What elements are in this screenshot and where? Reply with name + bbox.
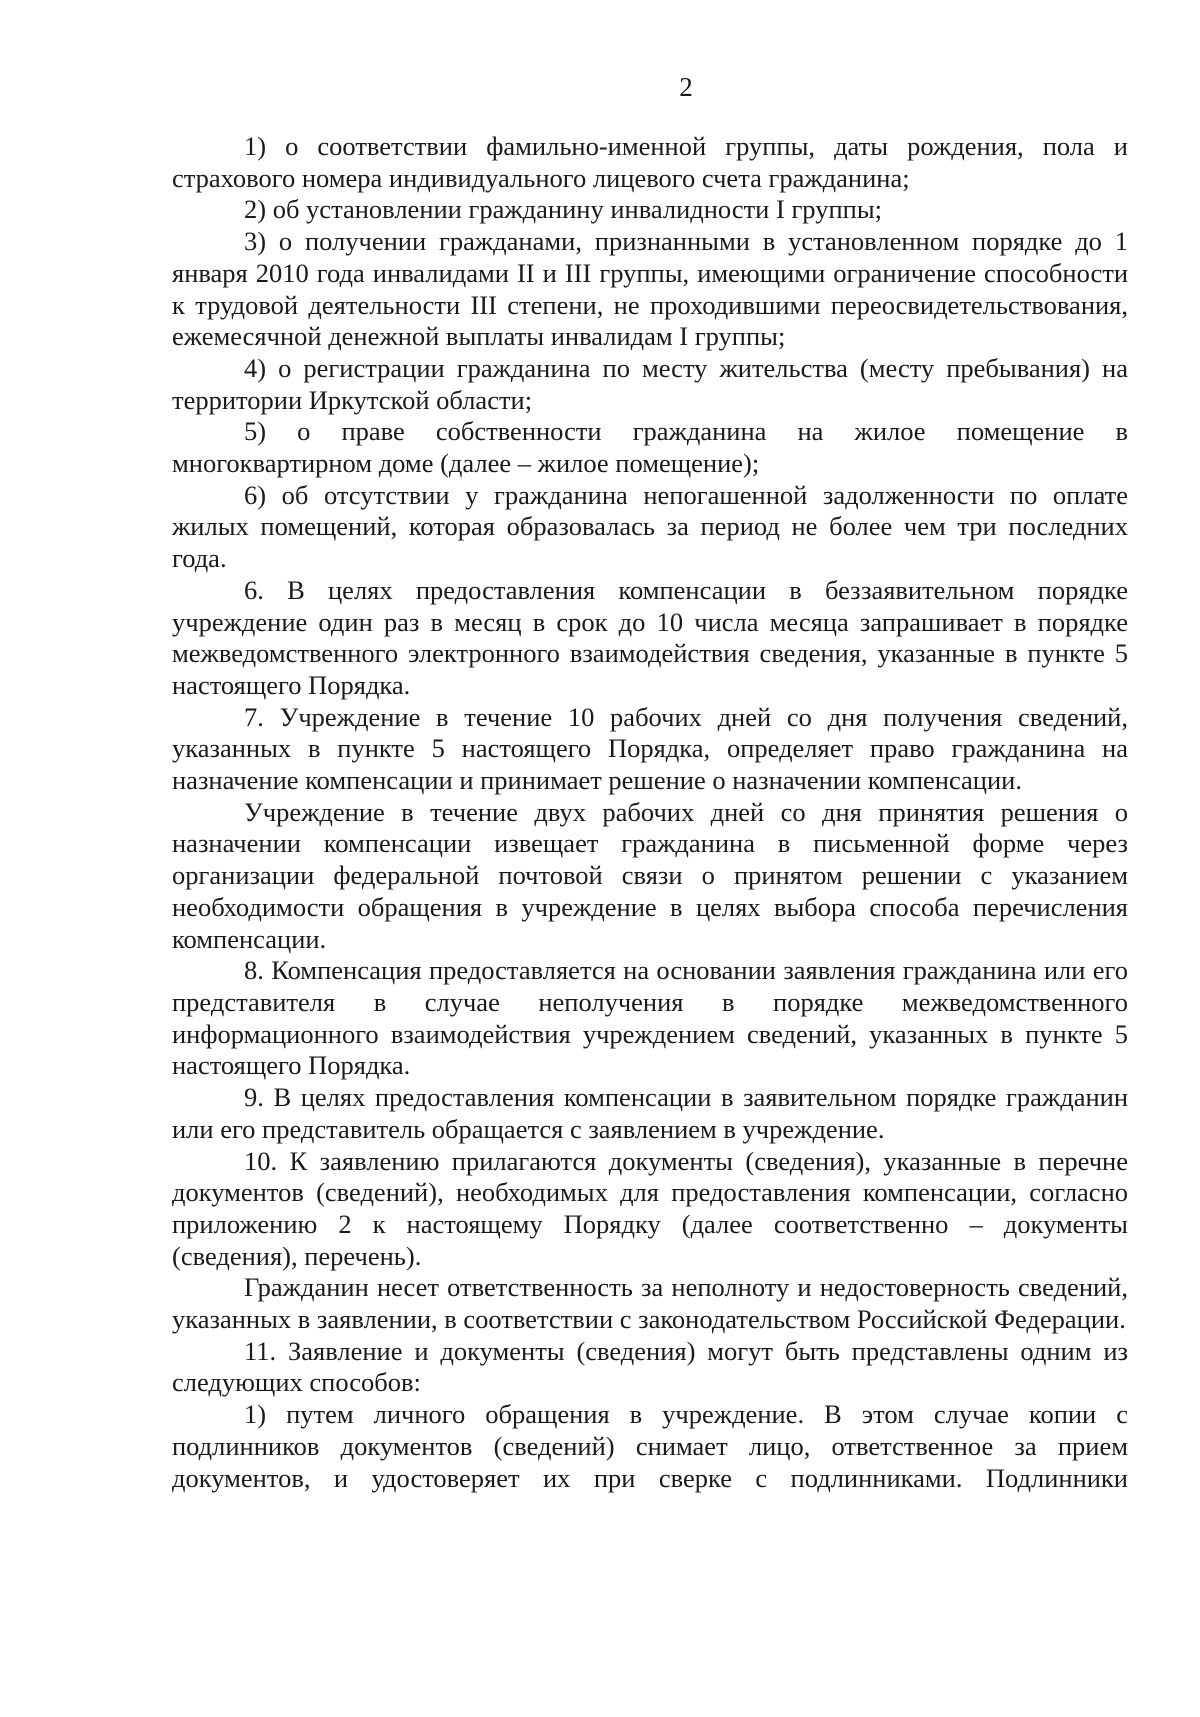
page-number: 2 (679, 72, 693, 102)
paragraph: 7. Учреждение в течение 10 рабочих дней со дня получения сведений, указанных в пункте 5 настоящего Порядка, определяет право гражданина на назначение компенсации и принимает решение о назначении компенсации. (172, 701, 1128, 796)
paragraph: Учреждение в течение двух рабочих дней со дня принятия решения о назначении компенсации извещает гражданина в письменной форме через организации федеральной почтовой связи о принятом решении с указанием необходимости обращения в учреждение в целях выбора способа перечисления компенсации. (172, 796, 1128, 954)
paragraph: 11. Заявление и документы (сведения) могут быть представлены одним из следующих способов: (172, 1335, 1128, 1398)
paragraph: 5) о праве собственности гражданина на жилое помещение в многоквартирном доме (далее – жилое помещение); (172, 416, 1128, 479)
paragraph: 10. К заявлению прилагаются документы (сведения), указанные в перечне документов (сведений), необходимых для предоставления компенсации, согласно приложению 2 к настоящему Порядку (далее соответственно – документы (сведения), перечень). (172, 1145, 1128, 1271)
paragraph: 1) о соответствии фамильно-именной группы, даты рождения, пола и страхового номера индивидуального лицевого счета гражданина; (172, 131, 1128, 193)
paragraph: Гражданин несет ответственность за неполноту и недостоверность сведений, указанных в заявлении, в соответствии с законодательством Российской Федерации. (172, 1272, 1128, 1335)
document-body (172, 131, 1128, 1494)
paragraph: 6. В целях предоставления компенсации в беззаявительном порядке учреждение один раз в месяц в срок до 10 числа месяца запрашивает в порядке межведомственного электронного взаимодействия сведения, указанные в пункте 5 настоящего Порядка. (172, 574, 1128, 700)
paragraph: 6) об отсутствии у гражданина непогашенной задолженности по оплате жилых помещений, которая образовалась за период не более чем три последних года. (172, 479, 1128, 574)
paragraph: 2) об установлении гражданину инвалидности I группы; (244, 194, 882, 225)
paragraph: 3) о получении гражданами, признанными в установленном порядке до 1 января 2010 года инвалидами II и III группы, имеющими ограничение способности к трудовой деятельности III степени, не проходившими переосвидетельствования, ежемесячной денежной выплаты инвалидам I группы; (172, 226, 1128, 352)
paragraph: 4) о регистрации гражданина по месту жительства (месту пребывания) на территории Иркутской области; (172, 352, 1128, 415)
paragraph: 9. В целях предоставления компенсации в заявительном порядке гражданин или его представитель обращается с заявлением в учреждение. (172, 1082, 1128, 1144)
paragraph-last-line-justified: 1) путем личного обращения в учреждение. В этом случае копии с подлинников документов (сведений) снимает лицо, ответственное за прием документов, и удостоверяет их при сверке с подлинниками. Подлинники (172, 1399, 1128, 1493)
paragraph: 8. Компенсация предоставляется на основании заявления гражданина или его представителя в случае неполучения в порядке межведомственного информационного взаимодействия учреждением сведений, указанных в пункте 5 настоящего Порядка. (172, 955, 1128, 1081)
